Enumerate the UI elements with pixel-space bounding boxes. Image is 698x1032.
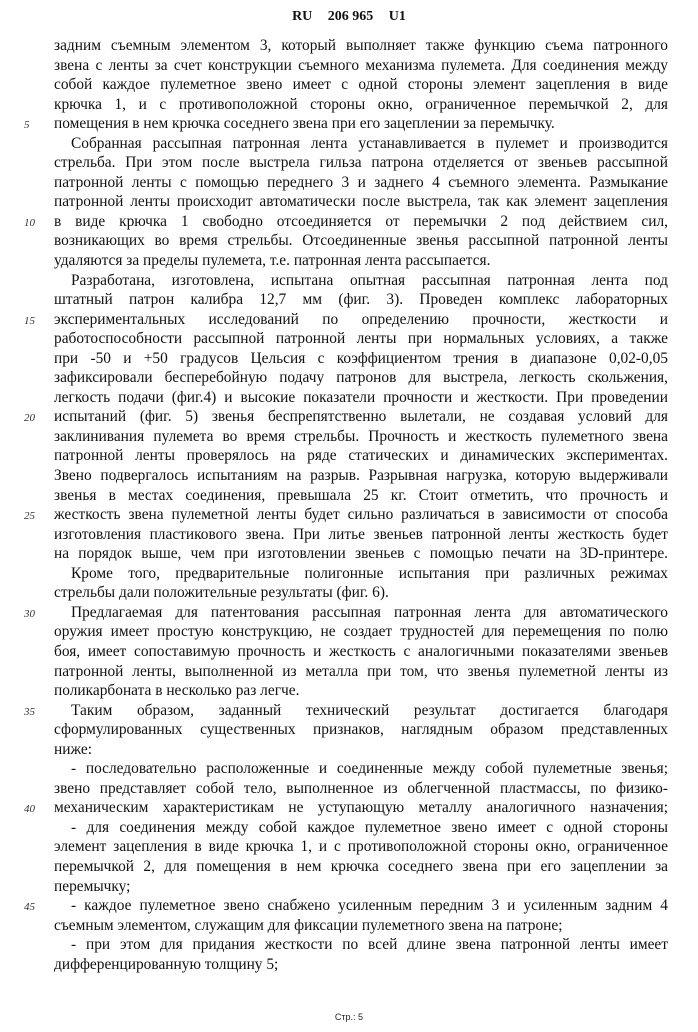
text-line: патронной ленты, выполненной из металла при том, что звенья пулеметной ленты из xyxy=(54,662,668,680)
text-line: сформулированных существенных признаков, наглядным образом представленных xyxy=(54,721,668,739)
text-line: в виде крючка 1 свободно отсоединяется от перемычки 2 под действием сил, xyxy=(54,212,668,230)
page-footer: Стр.: 5 xyxy=(334,1012,364,1022)
text-line: Собранная рассыпная патронная лента устанавливается в пулемет и производится xyxy=(71,134,668,152)
text-line: патронной ленты проверялось на ряде статических и динамических экспериментах. xyxy=(54,447,668,465)
text-line: Звено подвергалось испытаниям на разрыв. Разрывная нагрузка, которую выдерживали xyxy=(54,467,668,485)
text-line: удаляются за пределы пулемета, т.е. патронная лента рассыпается. xyxy=(54,252,491,270)
text-line: задним съемным элементом 3, который выполняет также функцию съема патронного xyxy=(54,37,668,54)
text-line: стрельба. При этом после выстрела гильза патрона отделяется от звеньев рассыпной xyxy=(54,154,668,172)
text-line: зафиксировали бесперебойную подачу патронов для выстрела, легкость скольжения, xyxy=(54,369,668,387)
text-line: ниже: xyxy=(54,740,93,758)
text-line: Разработана, изготовлена, испытана опытная рассыпная патронная лента под xyxy=(71,271,668,289)
text-line: боя, имеет сопоставимую прочность и жесткость с аналогичными показателями звеньев xyxy=(54,642,668,660)
line-number: 40 xyxy=(24,803,35,816)
text-line: - для соединения между собой каждое пулеметное звено имеет с одной стороны xyxy=(71,818,668,836)
text-line: съемным элементом, служащим для фиксации пулеметного звена на патроне; xyxy=(54,916,563,934)
text-line: заклинивания пулемета во время стрельбы. Прочность и жесткость пулеметного звена xyxy=(54,427,668,445)
text-line: собой каждое пулеметное звено имеет с одной стороны элемент зацепления в виде xyxy=(54,76,668,94)
header-number: 206 965 xyxy=(327,9,374,24)
text-line: Предлагаемая для патентования рассыпная патронная лента для автоматического xyxy=(71,603,668,621)
text-line: жесткость звена пулеметной ленты будет сильно различаться в зависимости от способа xyxy=(54,506,668,524)
text-line: - последовательно расположенные и соединенные между собой пулеметные звенья; xyxy=(71,760,668,778)
text-line: экспериментальных исследований по определению прочности, жесткости и xyxy=(54,310,668,328)
text-line: патронной ленты происходит автоматически после выстрела, так как элемент зацепления xyxy=(54,193,668,211)
text-line: стрельбы дали положительные результаты (фиг. 6). xyxy=(54,584,389,602)
text-line: легкость подачи (фиг.4) и высокие показатели прочности и жесткости. При проведении xyxy=(54,388,668,406)
patent-header xyxy=(0,9,698,25)
text-line: перемычкой 2, для помещения в нем крючка соседнего звена при его зацеплении за xyxy=(54,857,668,875)
line-number: 45 xyxy=(24,901,35,914)
line-number: 15 xyxy=(24,314,35,327)
text-line: Таким образом, заданный технический результат достигается благодаря xyxy=(71,701,668,719)
text-line: испытаний (фиг. 5) звенья беспрепятственно вылетали, не создавая условий для xyxy=(54,408,668,426)
text-line: на порядок выше, чем при изготовлении звеньев с помощью печати на 3D-принтере. xyxy=(54,545,668,563)
header-country: RU xyxy=(292,9,313,24)
text-line: - каждое пулеметное звено снабжено усиленным передним 3 и усиленным задним 4 xyxy=(71,897,668,915)
text-line: работоспособности рассыпной патронной ленты при нормальных условиях, а также xyxy=(54,330,668,348)
text-line: помещения в нем крючка соседнего звена при его зацеплении за перемычку. xyxy=(54,115,555,133)
text-line: поликарбоната в несколько раз легче. xyxy=(54,682,300,700)
text-line: звенья в местах соединения, превышала 25 кг. Стоит отметить, что прочность и xyxy=(54,486,668,504)
description-text xyxy=(54,36,668,974)
line-number: 35 xyxy=(24,705,35,718)
text-line: при -50 и +50 градусов Цельсия с коэффициентом трения в диапазоне 0,02-0,05 xyxy=(54,349,668,367)
text-line: элемент зацепления в виде крючка 1, и с противоположной стороны окно, ограниченное xyxy=(54,838,668,856)
line-number: 30 xyxy=(24,607,35,620)
text-line: крючка 1, и с противоположной стороны окно, ограниченное перемычкой 2, для xyxy=(54,95,668,113)
text-line: перемычку; xyxy=(54,877,131,895)
text-line: звена с ленты за счет конструкции съемного механизма пулемета. Для соединения между xyxy=(54,56,668,74)
line-number: 20 xyxy=(24,412,35,425)
text-line: возникающих во время стрельбы. Отсоединенные звенья рассыпной патронной ленты xyxy=(54,232,668,250)
line-number: 25 xyxy=(24,510,35,523)
text-line: - при этом для придания жесткости по всей длине звена патронной ленты имеет xyxy=(71,936,668,954)
text-line: изготовления пластикового звена. При литье звеньев патронной ленты жесткость будет xyxy=(54,525,668,543)
text-line: дифференцированную толщину 5; xyxy=(54,955,279,973)
text-line: Кроме того, предварительные полигонные испытания при различных режимах xyxy=(71,564,668,582)
text-line: звено представляет собой тело, выполненное из облегченной пластмассы, по физико- xyxy=(54,779,668,797)
line-number: 10 xyxy=(24,216,35,229)
text-line: штатный патрон калибра 12,7 мм (фиг. 3). Проведен комплекс лабораторных xyxy=(54,291,668,309)
header-kind: U1 xyxy=(388,9,406,24)
line-number: 5 xyxy=(24,119,30,132)
text-line: оружия имеет простую конструкцию, не создает трудностей для перемещения по полю xyxy=(54,623,668,641)
text-line: патронной ленты с помощью переднего 3 и заднего 4 съемного элемента. Размыкание xyxy=(54,173,668,191)
text-line: механическим характеристикам не уступающую металлу аналогичного назначения; xyxy=(54,799,668,817)
